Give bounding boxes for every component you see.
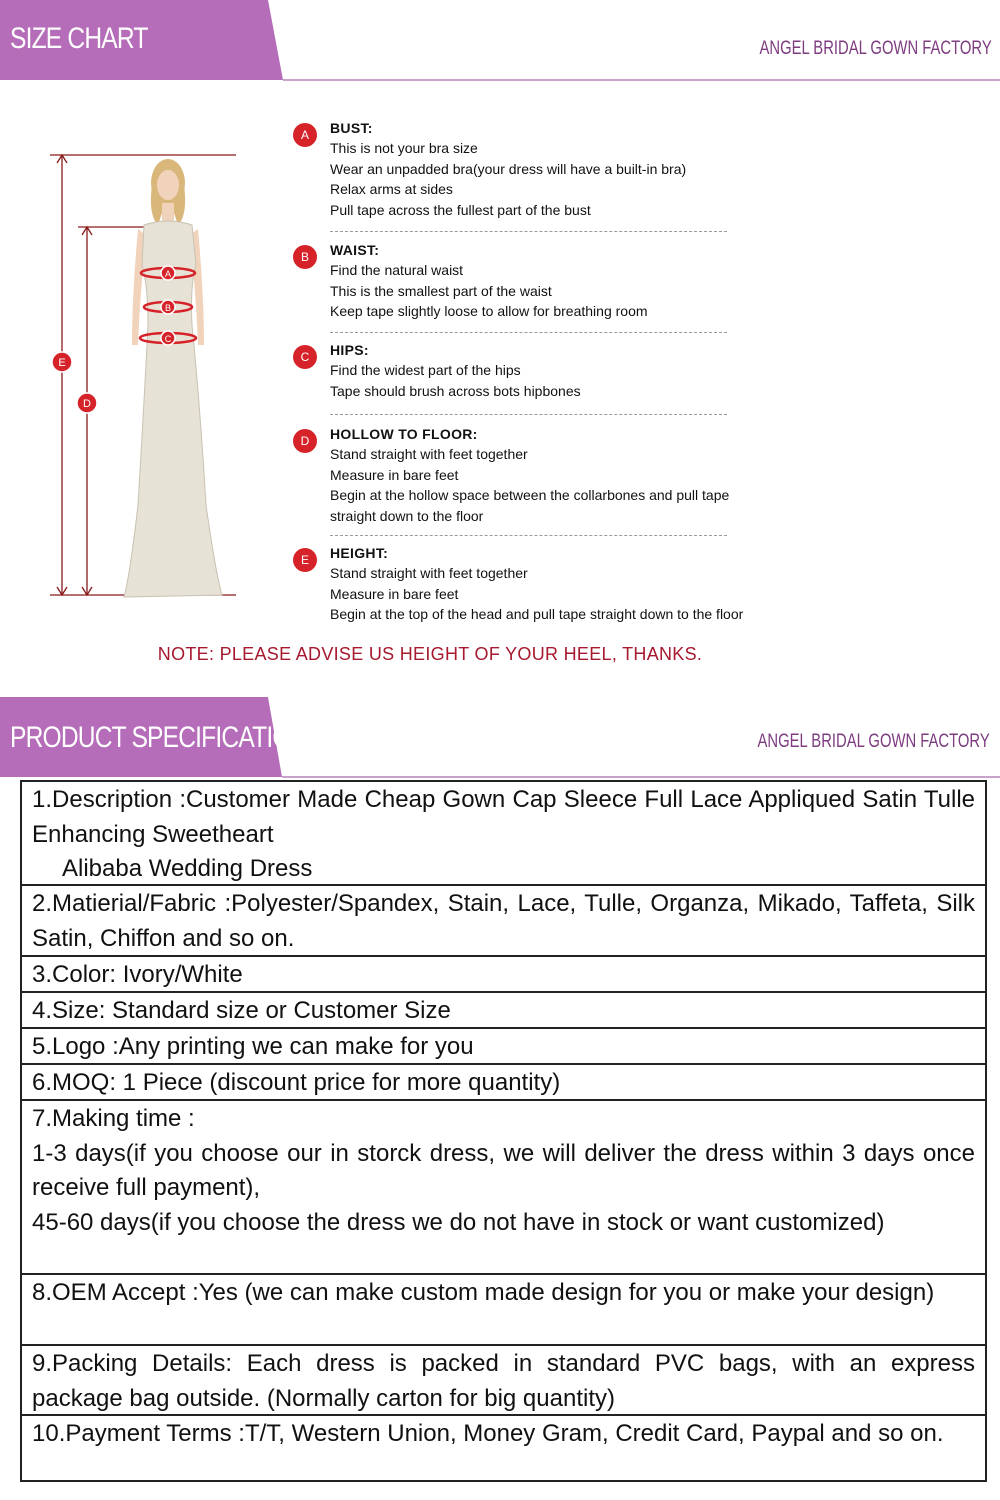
- measure-waist: [290, 240, 850, 322]
- measure-height: [290, 543, 850, 625]
- spec-text: 5.Logo :Any printing we can make for you: [32, 1033, 474, 1060]
- measure-title: HIPS:: [330, 342, 369, 358]
- badge-c-icon: C: [293, 345, 317, 369]
- spec-row-fabric: [22, 886, 985, 957]
- dress-figure-illustration: [40, 145, 260, 605]
- badge-b-icon: B: [293, 245, 317, 269]
- badge-d-icon: D: [293, 429, 317, 453]
- figure-label-a: A: [164, 269, 172, 279]
- divider: [330, 231, 727, 232]
- spec-text: 3.Color: Ivory/White: [32, 961, 243, 988]
- measure-title: WAIST:: [330, 242, 380, 258]
- measure-bust: [290, 118, 850, 220]
- spec-row-color: [22, 957, 985, 993]
- figure-label-e: E: [58, 357, 66, 369]
- spec-text: 9.Packing Details: Each dress is packed in standard PVC bags, with an express package bag outside. (Normally carton for big quantity): [32, 1350, 975, 1412]
- heel-height-note: NOTE: PLEASE ADVISE US HEIGHT OF YOUR HEEL, THANKS.: [157, 644, 703, 664]
- measure-line: Begin at the hollow space between the collarbones and pull tape: [330, 487, 730, 503]
- spec-text: 1.Description :Customer Made Cheap Gown Cap Sleece Full Lace Appliqued Satin Tulle Enhancing Sweetheart: [32, 786, 975, 848]
- measure-line: Measure in bare feet: [330, 585, 459, 602]
- spec-text: 10.Payment Terms :T/T, Western Union, Money Gram, Credit Card, Paypal and so on.: [32, 1420, 944, 1447]
- spec-text: Alibaba Wedding Dress: [62, 855, 313, 882]
- header-rule: [283, 79, 1000, 81]
- measure-line: Pull tape across the fullest part of the bust: [330, 201, 591, 218]
- badge-e-icon: E: [293, 548, 317, 572]
- spec-text: 2.Matierial/Fabric :Polyester/Spandex, Stain, Lace, Tulle, Organza, Mikado, Taffeta, Silk Satin, Chiffon and so on.: [32, 890, 975, 952]
- measure-hollow-to-floor: [290, 424, 850, 526]
- measure-line: Measure in bare feet: [330, 466, 459, 483]
- spec-text: 6.MOQ: 1 Piece (discount price for more quantity): [32, 1069, 561, 1096]
- measure-line: straight down to the floor: [330, 507, 484, 524]
- spec-row-moq: [22, 1065, 985, 1101]
- spec-row-description: [22, 782, 985, 886]
- measure-hips: [290, 340, 850, 401]
- spec-text: 7.Making time :: [32, 1105, 195, 1132]
- divider: [330, 535, 727, 536]
- measure-line: This is not your bra size: [330, 140, 478, 156]
- measure-line: Relax arms at sides: [330, 181, 453, 197]
- divider: [330, 332, 727, 333]
- size-chart-header: [0, 0, 1000, 82]
- spec-text: 45-60 days(if you choose the dress we do not have in stock or want customized): [32, 1208, 885, 1236]
- measure-title: HEIGHT:: [330, 545, 389, 561]
- spec-text: 1-3 days(if you choose our in storck dress, we will deliver the dress within 3 days once receive full payment),: [32, 1139, 975, 1201]
- measure-line: Find the natural waist: [330, 262, 464, 278]
- spec-table: [20, 780, 987, 1482]
- measure-line: Tape should brush across bots hipbones: [330, 382, 581, 399]
- figure-label-d: D: [83, 398, 91, 410]
- spec-text: 4.Size: Standard size or Customer Size: [32, 997, 451, 1024]
- measure-line: Stand straight with feet together: [330, 565, 528, 581]
- brand-name: ANGEL BRIDAL GOWN FACTORY: [759, 38, 992, 59]
- spec-row-size: [22, 993, 985, 1029]
- measure-line: Find the widest part of the hips: [330, 362, 521, 378]
- spec-row-logo: [22, 1029, 985, 1065]
- measure-title: HOLLOW TO FLOOR:: [330, 426, 478, 442]
- brand-name: ANGEL BRIDAL GOWN FACTORY: [757, 731, 990, 752]
- figure-label-c: C: [164, 334, 172, 344]
- measure-line: Keep tape slightly loose to allow for breathing room: [330, 303, 648, 319]
- measure-line: This is the smallest part of the waist: [330, 282, 552, 299]
- measure-line: Begin at the top of the head and pull tape straight down to the floor: [330, 606, 744, 622]
- spec-row-oem: [22, 1275, 985, 1346]
- measure-line: Wear an unpadded bra(your dress will have a built-in bra): [330, 160, 687, 177]
- spec-row-making-time: [22, 1101, 985, 1275]
- spec-row-payment: [22, 1416, 985, 1486]
- product-spec-header: [0, 697, 1000, 779]
- badge-a-icon: A: [293, 123, 317, 147]
- figure-label-b: B: [164, 303, 172, 313]
- header-rule: [282, 776, 1000, 778]
- size-chart-title: SIZE CHART: [10, 22, 148, 55]
- model-figure: [40, 145, 260, 605]
- spec-row-packing: [22, 1346, 985, 1416]
- measure-line: Stand straight with feet together: [330, 446, 528, 462]
- spec-text: 8.OEM Accept :Yes (we can make custom made design for you or make your design): [32, 1279, 935, 1306]
- measure-title: BUST:: [330, 120, 373, 136]
- product-spec-title: PRODUCT SPECIFICATION: [10, 721, 308, 754]
- divider: [330, 414, 727, 415]
